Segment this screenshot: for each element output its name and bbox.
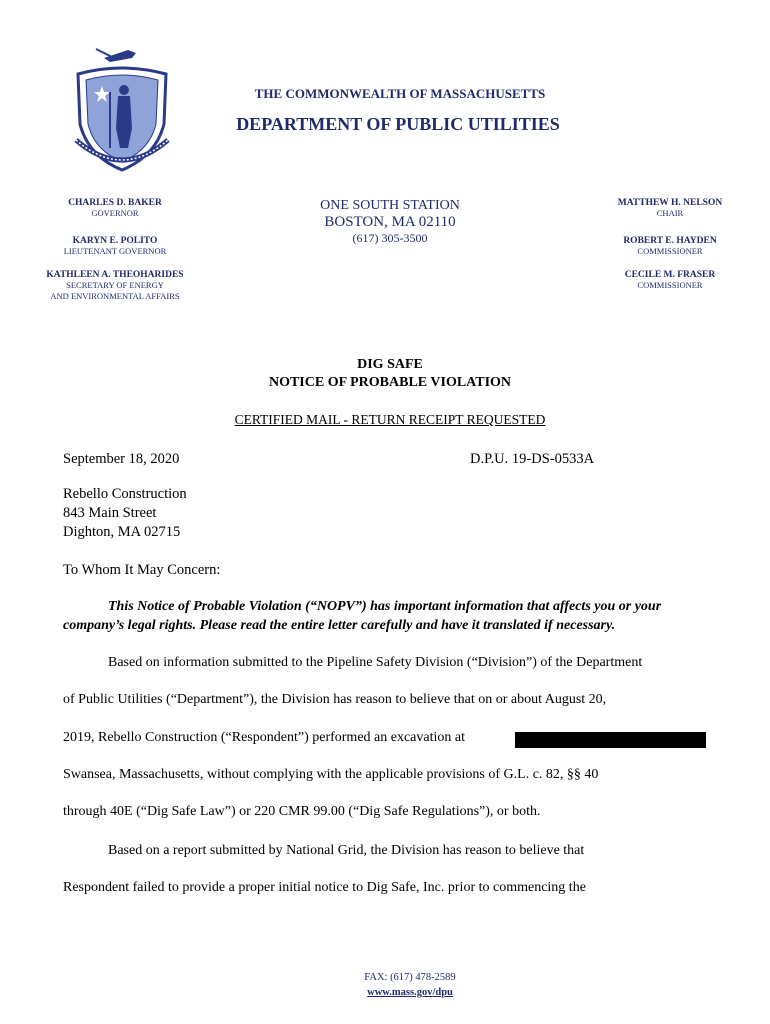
paragraph-1-line4: Swansea, Massachusetts, without complying with the applicable provisions of G.L. c. 82, §§ 40 [63,767,599,782]
paragraph-2-line1: Based on a report submitted by National Grid, the Division has reason to believe that [108,843,585,858]
paragraph-1-line1: Based on information submitted to the Pipeline Safety Division (“Division”) of the Department [108,655,643,670]
official-name: CHARLES D. BAKER [68,198,162,208]
paragraph-1-line5: through 40E (“Dig Safe Law”) or 220 CMR 99.00 (“Dig Safe Regulations”), or both. [63,804,541,819]
official-title: SECRETARY OF ENERGY [66,280,164,290]
official-name: MATTHEW H. NELSON [617,198,723,208]
official-title: CHAIR [656,208,684,218]
official-name: ROBERT E. HAYDEN [623,236,717,246]
governor-block [40,198,190,219]
lt-governor-block [40,236,190,257]
official-name: CECILE M. FRASER [624,270,716,280]
massachusetts-seal-icon [66,44,178,174]
docket-number: D.P.U. 19-DS-0533A [470,451,595,467]
recipient-name: Rebello Construction [63,486,187,502]
chair-block [595,198,745,219]
paragraph-1-line2: of Public Utilities (“Department”), the Division has reason to believe that on or about August 20, [63,692,607,707]
notice-title-line2: NOTICE OF PROBABLE VIOLATION [268,375,512,390]
address-line2: BOSTON, MA 02110 [324,214,456,230]
recipient-street: 843 Main Street [63,505,157,521]
paragraph-1-line3: 2019, Rebello Construction (“Respondent”) performed an excavation at [63,730,465,745]
commissioner-block-1 [595,236,745,257]
official-title: GOVERNOR [91,208,139,218]
department-address [290,198,490,246]
official-name: KARYN E. POLITO [72,236,158,246]
official-title: COMMISSIONER [637,280,703,290]
nopv-warning-line1: This Notice of Probable Violation (“NOPV”) has important information that affects you or your [108,599,662,614]
phone-number: (617) 305-3500 [352,231,428,245]
recipient-city: Dighton, MA 02715 [63,524,181,540]
fax-number: FAX: (617) 478-2589 [364,972,456,983]
commissioner-block-2 [595,270,745,291]
letter-date: September 18, 2020 [63,451,180,467]
address-line1: ONE SOUTH STATION [320,198,460,213]
department-heading: DEPARTMENT OF PUBLIC UTILITIES [236,114,560,134]
official-title: AND ENVIRONMENTAL AFFAIRS [50,291,180,301]
paragraph-2-line2: Respondent failed to provide a proper initial notice to Dig Safe, Inc. prior to commencing the [63,880,586,895]
secretary-block [30,270,200,302]
redacted-address [515,732,706,748]
website-link[interactable]: www.mass.gov/dpu [367,987,453,998]
salutation: To Whom It May Concern: [63,562,221,578]
notice-title-line1: DIG SAFE [357,357,423,372]
official-title: LIEUTENANT GOVERNOR [63,246,167,256]
official-name: KATHLEEN A. THEOHARIDES [46,270,184,280]
official-title: COMMISSIONER [637,246,703,256]
nopv-warning-line2: company’s legal rights. Please read the entire letter carefully and have it translated if necessary. [63,618,616,633]
commonwealth-heading: THE COMMONWEALTH OF MASSACHUSETTS [254,86,546,101]
mail-type: CERTIFIED MAIL - RETURN RECEIPT REQUESTED [234,412,546,427]
